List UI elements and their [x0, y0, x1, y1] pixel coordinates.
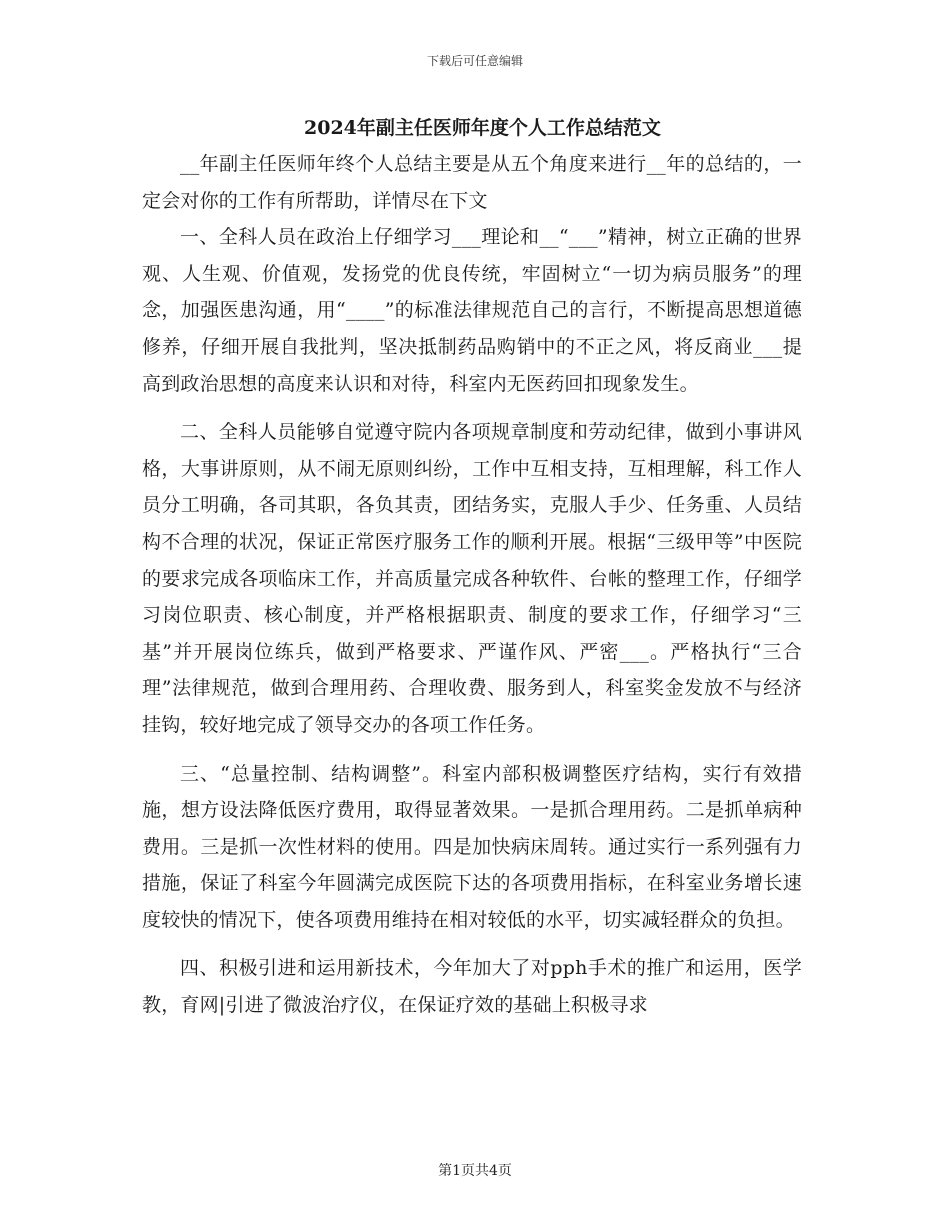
- paragraph-section-2: 二、全科人员能够自觉遵守院内各项规章制度和劳动纪律，做到小事讲风格，大事讲原则，从不闹无原则纠纷，工作中互相支持，互相理解，科工作人员分工明确，各司其职，各负其责，团结务实，克服人手少、任务重、人员结构不合理的状况，保证正常医疗服务工作的顺利开展。根据“三级甲等”中医院的要求完成各项临床工作，并高质量完成各种软件、台帐的整理工作，仔细学习岗位职责、核心制度，并严格根据职责、制度的要求工作，仔细学习“三基”并开展岗位练兵，做到严格要求、严谨作风、严密___。严格执行“三合理”法律规范，做到合理用药、合理收费、服务到人，科室奖金发放不与经济挂钩，较好地完成了领导交办的各项工作任务。: [142, 421, 802, 736]
- page-footer: 第1页共4页: [438, 1163, 512, 1179]
- document-title: 2024年副主任医师年度个人工作总结范文: [304, 117, 661, 139]
- page-header: 下载后可任意编辑: [426, 54, 523, 68]
- document-body: [142, 110, 802, 1024]
- paragraph-section-1: 一、全科人员在政治上仔细学习___理论和__“___”精神，树立正确的世界观、人生观、价值观，发扬党的优良传统，牢固树立“一切为病员服务”的理念，加强医患沟通，用“____”的标准法律规范自己的言行，不断提高思想道德修养，仔细开展自我批判，坚决抵制药品购销中的不正之风，将反商业___提高到政治思想的高度来认识和对待，科室内无医药回扣现象发生。: [142, 226, 802, 395]
- paragraph-section-3: 三、“总量控制、结构调整”。科室内部积极调整医疗结构，实行有效措施，想方设法降低医疗费用，取得显著效果。一是抓合理用药。二是抓单病种费用。三是抓一次性材料的使用。四是加快病床周转。通过实行一系列强有力措施，保证了科室今年圆满完成医院下达的各项费用指标，在科室业务增长速度较快的情况下，使各项费用维持在相对较低的水平，切实减轻群众的负担。: [142, 762, 802, 931]
- paragraph-section-4: 四、积极引进和运用新技术，今年加大了对pph手术的推广和运用，医学教，育网|引进了微波治疗仪，在保证疗效的基础上积极寻求: [142, 957, 802, 1017]
- paragraph-intro: __年副主任医师年终个人总结主要是从五个角度来进行__年的总结的，一定会对你的工作有所帮助，详情尽在下文: [142, 153, 802, 212]
